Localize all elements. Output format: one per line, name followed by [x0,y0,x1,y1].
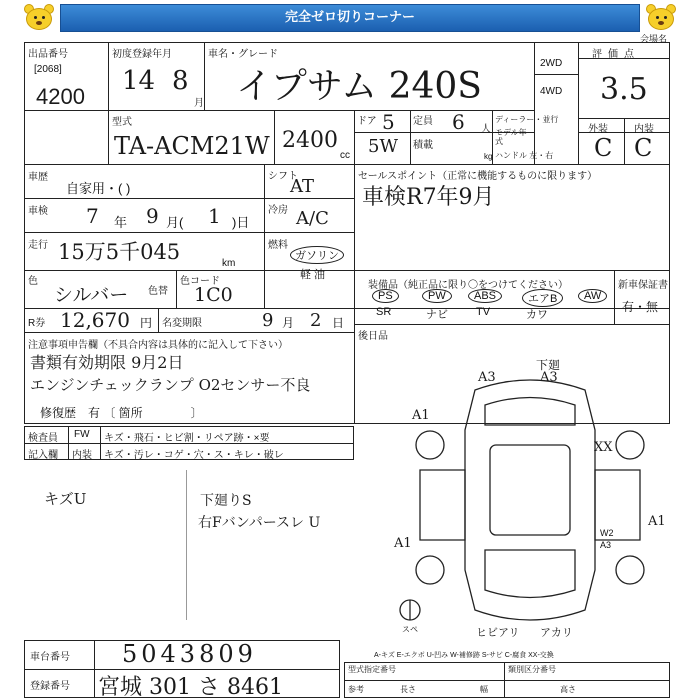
fuel-label: 燃料 [268,240,288,251]
equip-ps: PS [372,289,399,303]
equip-airbag: エアB [522,289,563,307]
usage-value: 自家用・( ) [66,181,131,196]
plate-label: 登録番号 [30,681,70,692]
mileage-label: 走行 [28,240,48,251]
inspector-row1-head: FW [74,429,90,440]
color-code-label: 色コード [180,276,220,287]
inspector-row2-head: 内装 [72,450,92,461]
section-banner: 完全ゼロ切りコーナー [60,4,640,32]
load-value: 5W [368,136,398,157]
recycle-value: 12,670 [60,308,130,332]
mascot-bear-icon-left [22,2,56,34]
color-value: シルバー [54,284,129,306]
equip-sr: SR [376,306,392,318]
inspector-label-2: 記入欄 [28,450,58,461]
venue-label: 会場名 [640,34,668,44]
seats-value: 6 [452,110,465,134]
lot-code: [2068] [34,64,62,75]
diagram-bottom-left: スペ [402,625,418,634]
mark-xx: XX [594,440,613,455]
drive-4wd: 4WD [540,86,563,97]
sales-point-value: 車検R7年9月 [362,185,495,210]
inspection-year: 7 [86,204,99,228]
spec-category: 類別区分番号 [508,665,556,674]
spec-other: 参考 [348,685,364,694]
first-reg-month: 8 [172,66,189,96]
mark-a3-2: A3 [540,370,558,385]
model-label: 型式 [112,117,132,128]
dealer-label: ディーラー・並行 [495,115,559,124]
equip-pw: PW [422,289,452,303]
diagram-bottom-right: アカリ [540,626,573,639]
spec-width: 幅 [480,685,488,694]
handle-label: ハンドル 左・右 [495,151,554,160]
inspection-day: 1 [208,204,221,228]
warranty-label: 新車保証書 [618,280,668,291]
shift-label: シフト [268,171,298,182]
inspection-month: 9 [146,204,159,228]
usage-label: 車歴 [28,172,48,183]
inspector-row2: キズ・汚レ・コゲ・穴・ス・キレ・破レ [104,450,284,461]
diagram-top: 下廻 [536,358,561,372]
rear-seat-label: 後日品 [358,331,388,342]
equip-tv: TV [476,306,491,318]
mascot-bear-icon-right [644,2,678,34]
color-code-value: 1C0 [194,284,233,306]
equipment-label: 装備品（純正品に限り〇をつけてください） [368,280,568,291]
plate-value: 宮城 301 さ 8461 [98,675,283,700]
ac-value: A/C [296,208,329,229]
inspector-row1: キズ・飛石・ヒビ割・リペア跡・×要 [104,433,270,444]
notes-line1: 書類有効期限 9月2日 [30,353,184,372]
spec-height: 高さ [560,685,576,694]
comment-left: キズU [44,490,87,508]
first-reg-label: 初度登録年月 [112,49,172,60]
fuel-gas: ガソリン [290,246,344,264]
mark-w2: W2 [600,528,614,538]
car-name-value: イプサム 240S [236,66,482,107]
car-name-label: 車名・グレード [208,49,278,60]
notes-label: 注意事項申告欄（不具合内容は具体的に記入して下さい） [28,340,288,351]
mark-a3-1: A3 [478,370,496,385]
cc-value: 2400 [282,128,338,153]
title-deadline-day: 2 [310,310,322,331]
load-label: 積載 [413,140,433,151]
comment-right-2: 右Fバンパースレ U [198,515,321,531]
mark-a1-1: A1 [412,408,430,423]
lot-number: 4200 [36,84,85,109]
sales-point-label: セールスポイント（正常に機能するものに限ります） [358,171,598,182]
inspection-label: 車検 [28,206,48,217]
inspector-label-1: 検査員 [28,433,58,444]
seats-label: 定員 [413,116,433,127]
doors-label: ドア [357,116,377,127]
chassis-label: 車台番号 [30,652,70,663]
exterior-label: 外装 [588,124,608,135]
spec-length: 長さ [400,685,416,694]
warranty-value: 有・無 [622,300,659,314]
equip-leather: カワ [526,309,548,321]
model-year-label: モデル年式 [495,128,527,146]
first-reg-year: 14 [122,66,156,96]
drive-2wd: 2WD [540,58,563,69]
equip-navi: ナビ [426,309,448,321]
mileage-value: 15万5千045 [58,240,181,264]
interior-label: 内装 [634,124,654,135]
mark-a1-3: A1 [394,536,412,551]
score-label: 評価点 [592,49,640,60]
interior-value: C [634,134,653,162]
title-deadline-month: 9 [262,310,274,331]
diagram-bottom-mid: ヒビアリ [476,626,520,639]
ac-label: 冷房 [268,205,288,216]
lot-label: 出品番号 [28,49,68,60]
notes-line2: エンジンチェックランプ O2センサー不良 [30,376,311,394]
mark-a1-2: A1 [648,514,666,529]
notes-repair: 修復歴 有 〔 箇所 〕 [40,406,203,420]
fuel-diesel: 軽 油 [300,269,326,281]
shift-value: AT [290,176,315,197]
spec-model-no: 型式指定番号 [348,665,396,674]
color-change-label: 色替 [148,286,168,297]
exterior-value: C [594,134,613,162]
recycle-label: R券 [28,318,46,329]
doors-value: 5 [382,110,395,134]
damage-legend: A-キズ E-エクボ U-凹み W-補修跡 S-サビ C-腐食 XX-交換 [374,652,554,659]
equip-aw: AW [578,289,607,303]
comment-right-1: 下廻りS [200,493,252,509]
mark-a3-3: A3 [600,540,612,550]
color-label: 色 [28,276,38,287]
car-damage-diagram [380,350,680,640]
score-value: 3.5 [600,72,648,107]
equip-abs: ABS [468,289,502,303]
title-deadline-label: 名変期限 [162,318,202,329]
chassis-value: 5043809 [122,640,257,668]
model-value: TA-ACM21W [114,132,270,160]
